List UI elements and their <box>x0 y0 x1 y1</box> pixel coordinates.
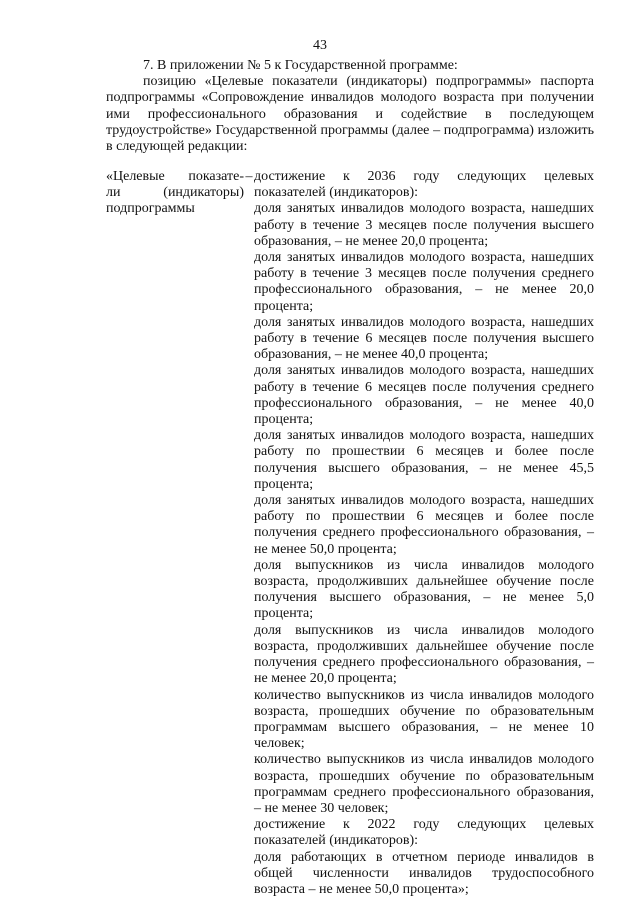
label-word: (индикаторы) <box>163 185 244 201</box>
indicator-item: доля занятых инвалидов молодого возраста, нашедших работу в течение 6 месяцев после получения высшего образования, – не менее 40,0 процента; <box>254 314 594 363</box>
indicator-item: доля занятых инвалидов молодого возраста, нашедших работу по прошествии 6 месяцев и более после получения высшего образования, – не менее 45,5 процента; <box>254 428 594 492</box>
indicator-item: доля работающих в отчетном периоде инвалидов в общей численности инвалидов трудоспособного возраста – не менее 50,0 процента»; <box>254 849 594 897</box>
indicator-item: достижение к 2022 году следующих целевых показателей (индикаторов): <box>254 817 594 849</box>
position-label-line <box>106 185 244 201</box>
indicator-item: доля занятых инвалидов молодого возраста, нашедших работу по прошествии 6 месяцев и более после получения среднего профессионального образования, – не менее 50,0 процента; <box>254 493 594 557</box>
label-word: подпрограммы <box>106 201 195 217</box>
indicator-item: доля выпускников из числа инвалидов молодого возраста, продолживших дальнейшее обучение после получения среднего профессионального образования, – не менее 20,0 процента; <box>254 622 594 687</box>
position-label-line <box>106 169 244 185</box>
position-label-line <box>106 201 244 217</box>
position-label <box>106 169 244 218</box>
indicator-item: доля выпускников из числа инвалидов молодого возраста, продолживших дальнейшее обучение после получения высшего образования, – не менее 5,0 процента; <box>254 557 594 622</box>
indicator-item: доля занятых инвалидов молодого возраста, нашедших работу в течение 3 месяцев после получения высшего образования, – не менее 20,0 процента; <box>254 201 594 249</box>
passport-position-table <box>106 169 594 898</box>
label-word: показате- <box>188 169 244 184</box>
intro-text <box>106 58 594 155</box>
passport-position-row <box>106 169 594 898</box>
indicator-item: доля занятых инвалидов молодого возраста, нашедших работу в течение 6 месяцев после получения среднего профессионального образования, – не менее 40,0 процента; <box>254 363 594 428</box>
indicator-item: количество выпускников из числа инвалидов молодого возраста, прошедших обучение по образовательным программам среднего профессионального образования, – не менее 30 человек; <box>254 752 594 816</box>
position-dash: – <box>245 169 253 184</box>
intro-paragraph: позицию «Целевые показатели (индикаторы) подпрограммы» паспорта подпрограммы «Сопровождение инвалидов молодого возраста при получении ими профессионального образования и содействие в последующем трудоустройстве» Государственной программы (далее – подпрограмма) изложить в следующей редакции: <box>106 74 594 155</box>
indicator-item: достижение к 2036 году следующих целевых показателей (индикаторов): <box>254 169 594 201</box>
indicator-item: доля занятых инвалидов молодого возраста, нашедших работу в течение 3 месяцев после получения среднего профессионального образования, – не менее 20,0 процента; <box>254 250 594 314</box>
label-word: ли <box>106 185 121 201</box>
page-number: 43 <box>313 38 327 53</box>
position-content <box>254 169 594 898</box>
indicator-item: количество выпускников из числа инвалидов молодого возраста, прошедших обучение по образовательным программам высшего образования, – не менее 10 человек; <box>254 687 594 752</box>
intro-paragraph: 7. В приложении № 5 к Государственной программе: <box>143 58 458 73</box>
label-word: «Целевые <box>106 169 165 184</box>
